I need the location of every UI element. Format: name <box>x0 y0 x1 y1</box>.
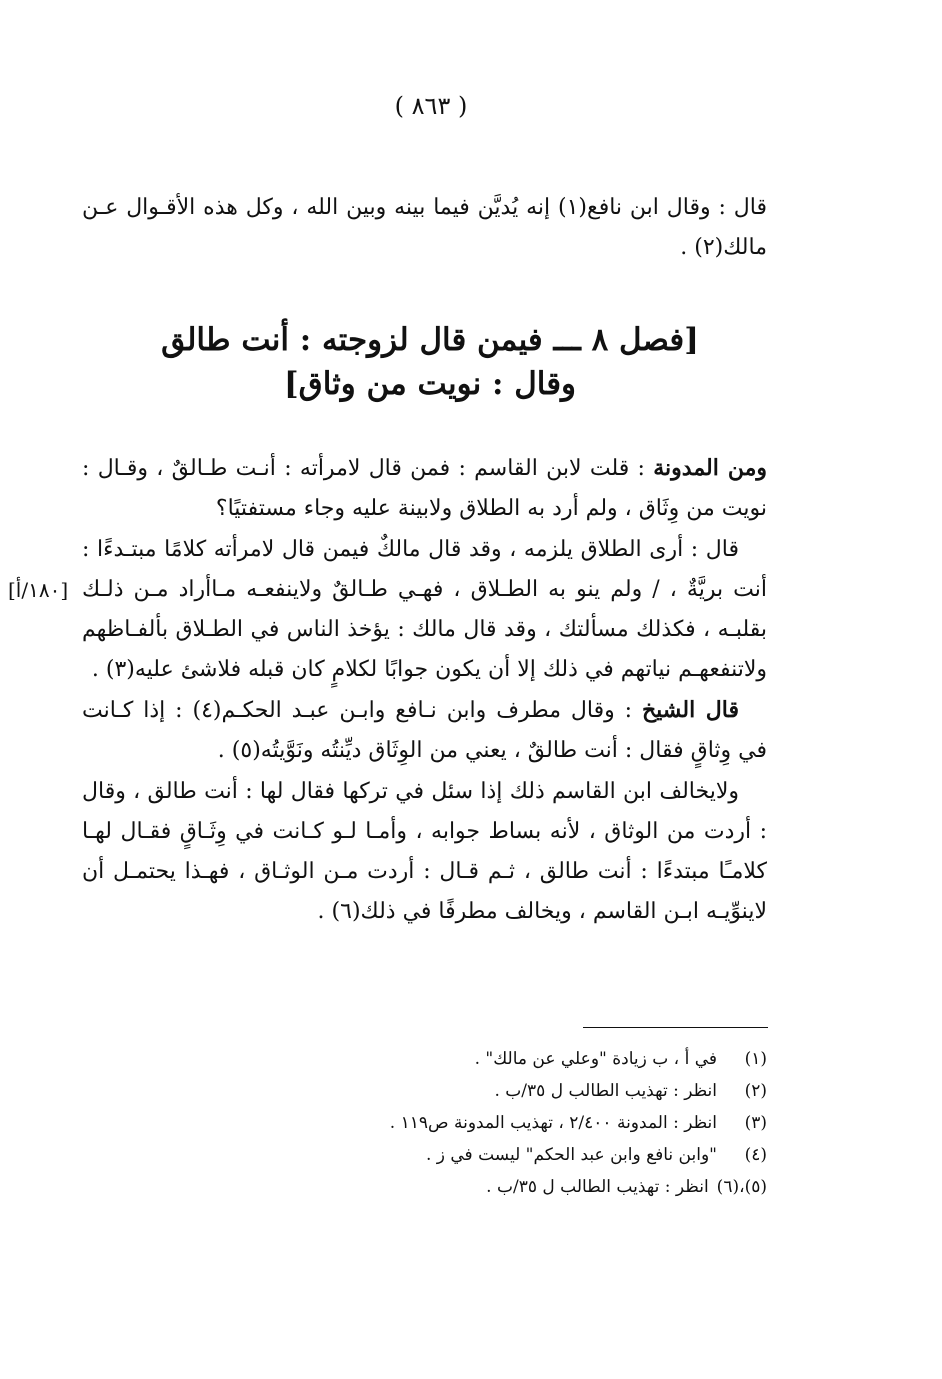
footnote-number: (٣) <box>744 1113 767 1133</box>
footnote-number: (٤) <box>744 1145 767 1165</box>
margin-folio-reference: [١٨٠/أ] <box>8 578 69 602</box>
footnote-number: (٢) <box>744 1081 767 1101</box>
footnote-divider <box>583 1027 768 1028</box>
footnote-item <box>267 1043 767 1075</box>
chapter-title <box>0 318 860 406</box>
paragraph-text: ولايخالف ابن القاسم ذلك إذا سئل في تركها فقال لها : أنت طالق ، وقال : أردت من الوثاق ، لأنه بساط جوابه ، وأمـا لـو كـانت في وِثَـاقٍ فقـال لهـا كلامـًا مبتدءًا : أنت طالق ، ثـم قـال : أردت مـن الوثـاق ، فهـذا يحتمـل أن لاينوِّيـه ابـن القاسم ، ويخالف مطرفًا في ذلك(٦) . <box>82 779 767 924</box>
footnote-text: انظر : تهذيب الطالب ل ٣٥/ب . <box>494 1081 717 1101</box>
paragraph-text: : وقال مطرف وابن نـافع وابـن عبـد الحكـم(٤) : إذا كـانت في وِثاقٍ فقال : أنت طالقٌ ، يعني من الوِثَاق ديِّنتُه ونَوَّيتُه(٥) . <box>82 698 767 763</box>
paragraph-1 <box>82 448 767 529</box>
footnote-item <box>267 1171 767 1203</box>
footnote-number: (٥)،(٦) <box>716 1177 767 1197</box>
page-number: ( ٨٦٣ ) <box>394 92 468 120</box>
footnotes-list <box>267 1043 767 1203</box>
footnote-number: (١) <box>744 1049 767 1069</box>
paragraph-text: : قلت لابن القاسم : فمن قال لامرأته : أنـت طـالقٌ ، وقـال : نويت من وِثَاق ، ولم أرد به الطلاق ولابينة عليه وجاء مستفتيًا؟ <box>82 456 767 521</box>
footnote-item <box>267 1075 767 1107</box>
paragraph-lead: قال الشيخ <box>641 697 739 723</box>
footnote-item <box>267 1107 767 1139</box>
intro-paragraph: قال : وقال ابن نافع(١) إنه يُديَّن فيما بينه وبين الله ، وكل هذه الأقـوال عـن مالك(٢) . <box>82 195 767 260</box>
footnote-text: انظر : تهذيب الطالب ل ٣٥/ب . <box>486 1177 709 1197</box>
footnote-text: "وابن نافع وابن عبد الحكم" ليست في ز . <box>425 1145 717 1165</box>
paragraph-2 <box>82 529 767 690</box>
chapter-title-line-1: [فصل ٨ ـــ فيمن قال لزوجته : أنت طالق <box>161 322 699 358</box>
footnote-item <box>267 1139 767 1171</box>
footnote-text: في أ ، ب زيادة "وعلي عن مالك" . <box>474 1049 717 1069</box>
paragraph-text: قال : أرى الطلاق يلزمه ، وقد قال مالكٌ فيمن قال لامرأته كلامًا مبتـدءًا : أنت بريَّةٌ ، / ولم ينو به الطـلاق ، فهـي طـالقٌ ولاينفعـه مـاأراد مـن ذلـك بقلبـه ، فكذلك مسألتك ، وقد قال مالك : يؤخذ الناس في الطـلاق بألفـاظهم ولاتنفعهـم نياتهم في ذلك إلا أن يكون جوابًا لكلامٍ كان قبله فلاشئ عليه(٣) . <box>82 537 767 682</box>
paragraph-lead: ومن المدونة <box>653 455 767 481</box>
main-text <box>82 448 767 932</box>
chapter-title-line-2: وقال : نويت من وثاق] <box>283 366 577 402</box>
footnote-text: انظر : المدونة ٢/٤٠٠ ، تهذيب المدونة ص١١٩ . <box>389 1113 717 1133</box>
paragraph-4 <box>82 771 767 932</box>
paragraph-3 <box>82 690 767 771</box>
